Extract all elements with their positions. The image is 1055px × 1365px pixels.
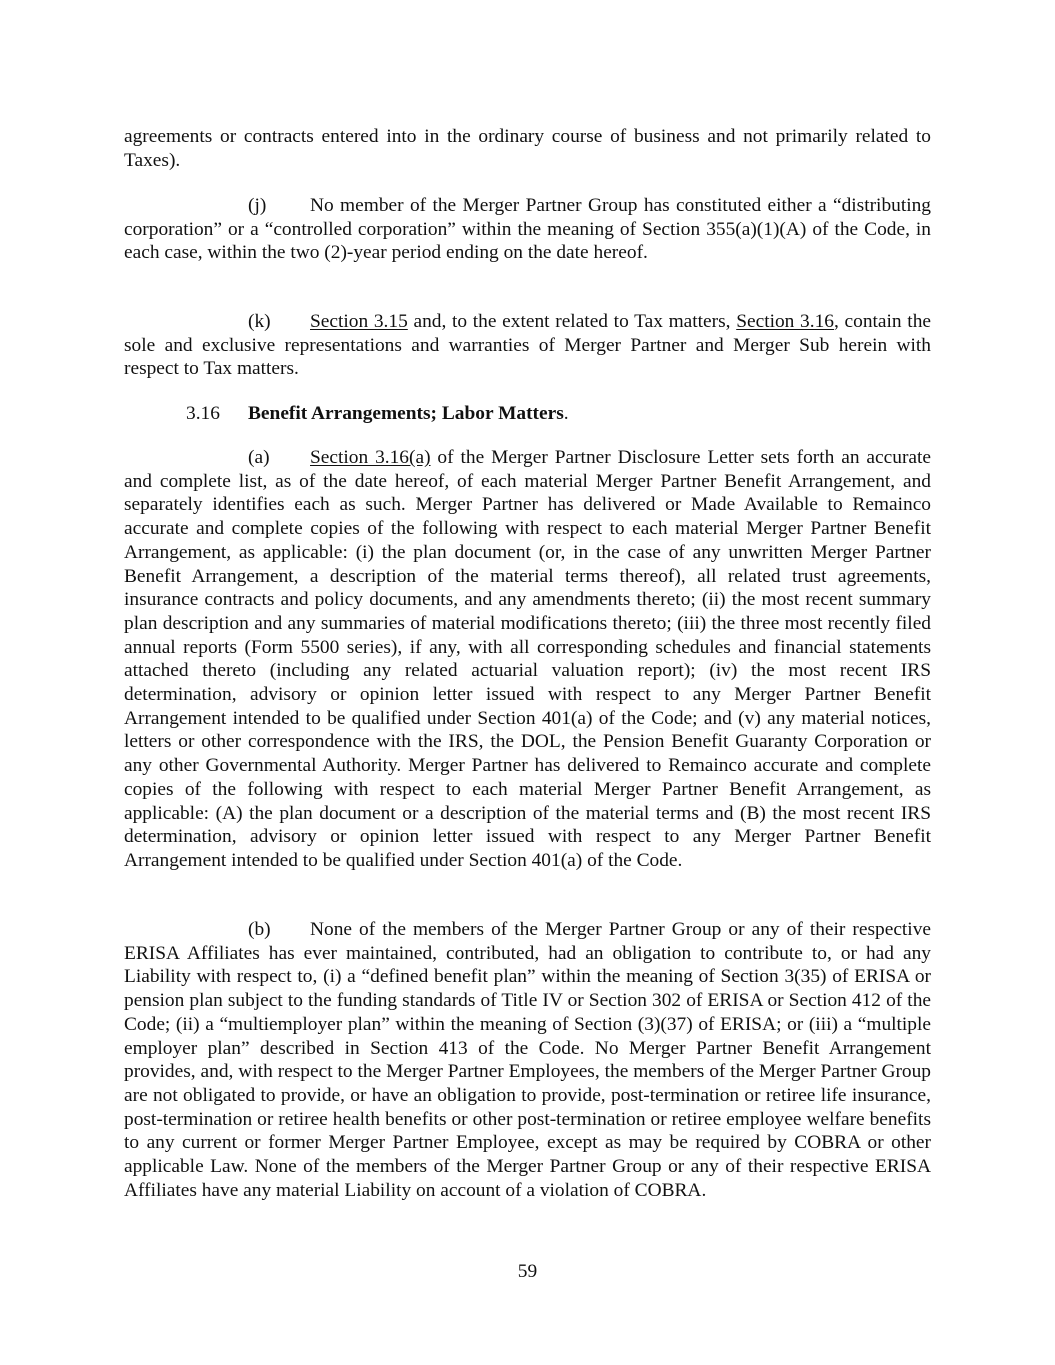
section-3-16a-reference: Section 3.16(a) — [310, 447, 431, 468]
paragraph-a-text: of the Merger Partner Disclosure Letter sets forth an accurate and complete list, as of the date hereof, of each material Merger Partner Benefit Arrangement, and separately identifies each as such. Merger Partner has delivered or Made Available to Remainco accurate and complete copies of the following with respect to each material Merger Partner Benefit Arrangement, as applicable: (i) the plan document (or, in the case of any unwritten Merger Partner Benefit Arrangement, a description of the material terms thereof), all related trust agreements, insurance contracts and policy documents, and any amendments thereto; (ii) the most recent summary plan description and any summaries of material modifications thereto; (iii) the three most recently filed annual reports (Form 5500 series), if any, with all corresponding schedules and financial statements attached thereto (including any related actuarial valuation report); (iv) the most recent IRS determination, advisory or opinion letter issued with respect to any Merger Partner Benefit Arrangement intended to be qualified under Section 401(a) of the Code; and (v) any material notices, letters or other correspondence with the IRS, the DOL, the Pension Benefit Guaranty Corporation or any other Governmental Authority. Merger Partner has delivered to Remainco accurate and complete copies of the following with respect to each material Merger Partner Benefit Arrangement, as applicable: (A) the plan document or a description of the material terms and (B) the most recent IRS determination, advisory or opinion letter issued with respect to any Merger Partner Benefit Arrangement intended to be qualified under Section 401(a) of the Code. — [124, 447, 931, 871]
paragraph-j — [124, 194, 931, 265]
continuation-paragraph: agreements or contracts entered into in the ordinary course of business and not primarily related to Taxes). — [124, 126, 931, 171]
section-3-16-number: 3.16 — [186, 403, 220, 424]
section-3-16-period: . — [563, 403, 569, 424]
paragraph-k — [124, 310, 931, 381]
section-3-16-title: Benefit Arrangements; Labor Matters — [248, 403, 564, 424]
section-3-15-reference: Section 3.15 — [310, 311, 408, 332]
paragraph-k-text-2: , contain the sole and exclusive representations and warranties of Merger Partner and Merger Sub herein with respect to Tax matters. — [124, 311, 931, 380]
paragraph-a — [124, 446, 931, 873]
section-3-16-heading — [186, 402, 569, 426]
section-3-16-reference: Section 3.16 — [736, 311, 834, 332]
paragraph-b-text: None of the members of the Merger Partner Group or any of their respective ERISA Affiliates has ever maintained, contributed, had an obligation to contribute to, or had any Liability with respect to, (i) a “defined benefit plan” within the meaning of Section 3(35) of ERISA or pension plan subject to the funding standards of Title IV or Section 302 of ERISA or Section 412 of the Code; (ii) a “multiemployer plan” within the meaning of Section (3)(37) of ERISA; or (iii) a “multiple employer plan” described in Section 413 of the Code. No Merger Partner Benefit Arrangement provides, and, with respect to the Merger Partner Employees, the members of the Merger Partner Group are not obligated to provide, or have an obligation to provide, post-termination or retiree life insurance, post-termination or retiree health benefits or other post-termination or retiree employee welfare benefits to any current or former Merger Partner Employee, except as may be required by COBRA or other applicable Law. None of the members of the Merger Partner Group or any of their respective ERISA Affiliates have any material Liability on account of a violation of COBRA. — [124, 919, 931, 1201]
page-number: 59 — [517, 1261, 538, 1282]
paragraph-k-marker: (k) — [248, 311, 271, 332]
paragraph-b — [124, 918, 931, 1202]
paragraph-k-text-1: and, to the extent related to Tax matters, — [407, 311, 737, 332]
paragraph-j-text: No member of the Merger Partner Group has constituted either a “distributing corporation” or a “controlled corporation” within the meaning of Section 355(a)(1)(A) of the Code, in each case, within the two (2)-year period ending on the date hereof. — [124, 195, 931, 264]
paragraph-b-marker: (b) — [248, 919, 271, 940]
paragraph-j-marker: (j) — [248, 195, 267, 216]
paragraph-a-marker: (a) — [248, 447, 270, 468]
